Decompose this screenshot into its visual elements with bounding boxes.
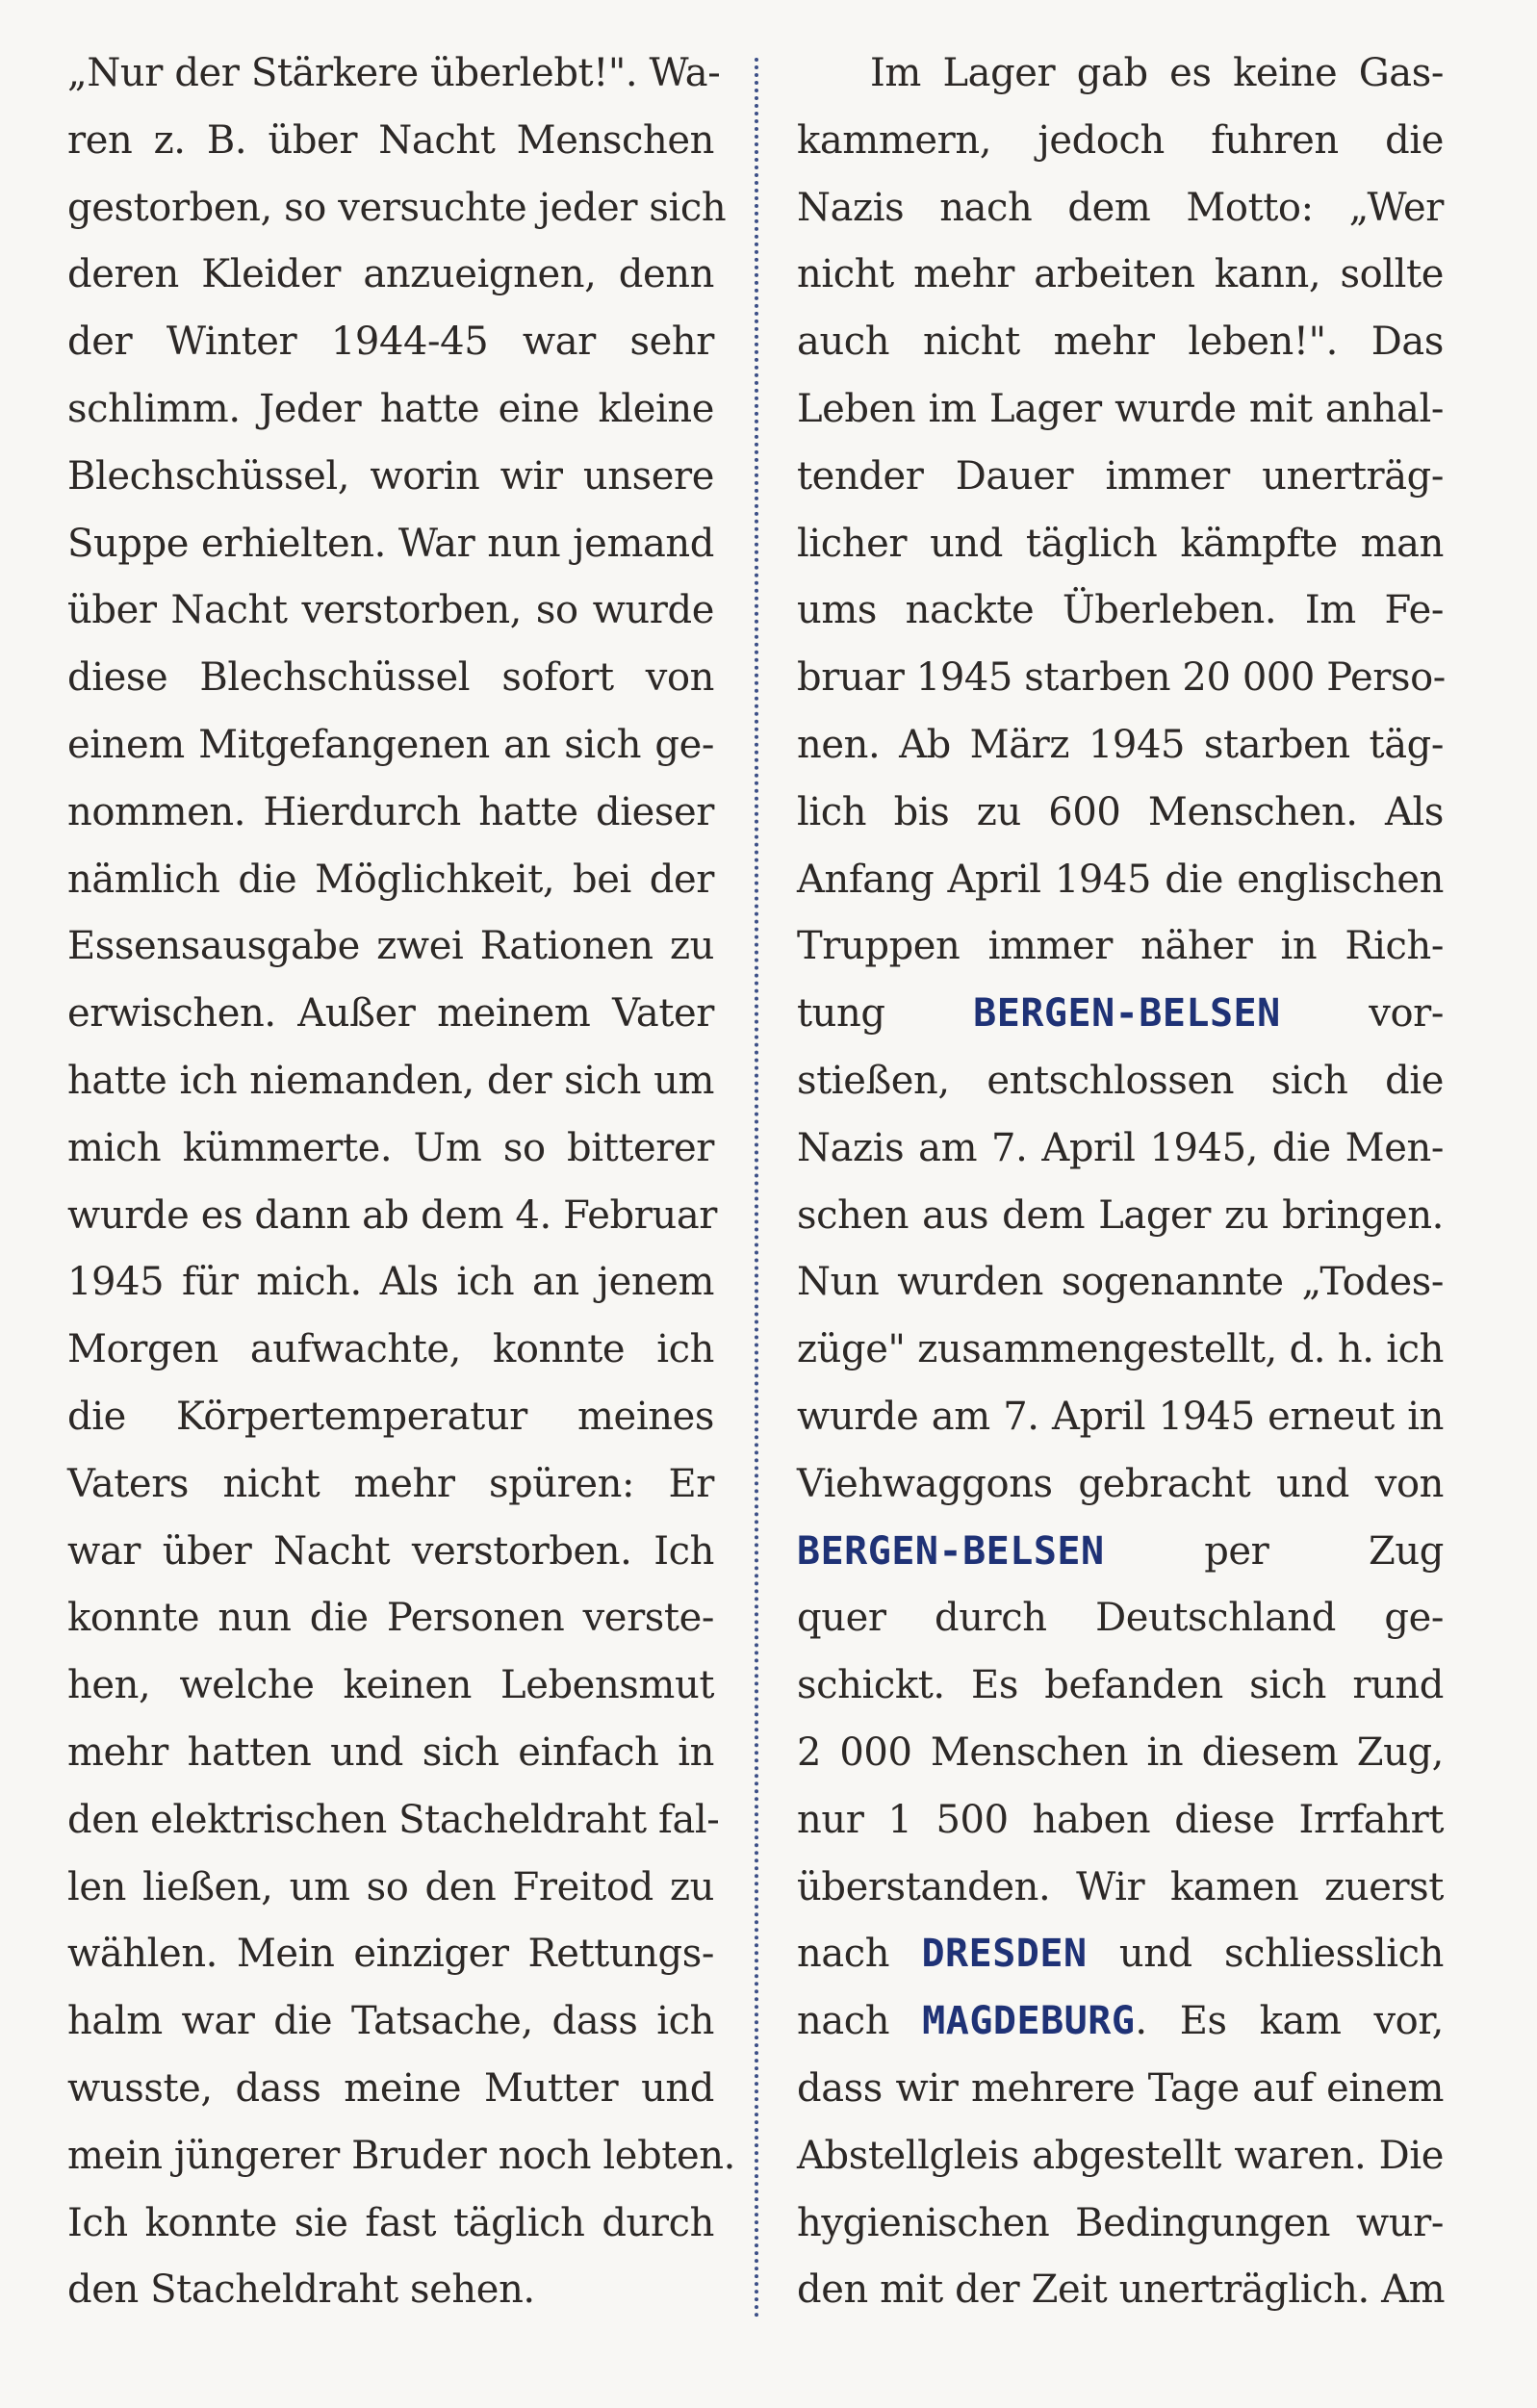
text-line bbox=[797, 1249, 1444, 1317]
text-line bbox=[67, 40, 721, 108]
line-text: stießen, entschlossen sich die bbox=[797, 1058, 1444, 1103]
text-line bbox=[797, 1519, 1444, 1586]
text-line bbox=[67, 511, 714, 578]
text-line bbox=[797, 1451, 1444, 1519]
line-text: den Stacheldraht sehen. bbox=[67, 2267, 535, 2313]
line-text: 2 000 Menschen in diesem Zug, bbox=[797, 1729, 1444, 1775]
text-line bbox=[67, 913, 714, 981]
place-name: MAGDEBURG bbox=[922, 1999, 1136, 2044]
text-line bbox=[797, 712, 1444, 780]
line-text: den elektrischen Stacheldraht fal- bbox=[67, 1797, 720, 1842]
text-line bbox=[67, 2257, 714, 2324]
line-text: len ließen, um so den Freitod zu bbox=[67, 1864, 714, 1909]
line-text: Nun wurden sogenannte „Todes- bbox=[797, 1260, 1444, 1305]
text-line bbox=[797, 981, 1444, 1048]
text-line bbox=[67, 1585, 714, 1652]
text-line bbox=[67, 1519, 714, 1586]
text-line bbox=[797, 1115, 1444, 1183]
line-text: nur 1 500 haben diese Irrfahrt bbox=[797, 1797, 1444, 1842]
text-line bbox=[797, 309, 1444, 376]
text-line bbox=[797, 175, 1444, 243]
line-text: einem Mitgefangenen an sich ge- bbox=[67, 722, 714, 767]
text-line bbox=[797, 1317, 1444, 1384]
text-line bbox=[67, 1317, 714, 1384]
line-text: wurde am 7. April 1945 erneut in bbox=[797, 1394, 1444, 1439]
text-line bbox=[797, 780, 1444, 847]
text-line bbox=[67, 1384, 714, 1451]
line-text: war über Nacht verstorben. Ich bbox=[67, 1528, 714, 1574]
line-text: mein jüngerer Bruder noch lebten. bbox=[67, 2133, 735, 2178]
line-text: „Nur der Stärkere überlebt!". Wa- bbox=[67, 51, 721, 95]
text-line bbox=[797, 511, 1444, 578]
text-line bbox=[67, 2123, 735, 2190]
line-text: züge" zusammengestellt, d. h. ich bbox=[797, 1327, 1444, 1372]
line-text: nicht mehr arbeiten kann, sollte bbox=[797, 252, 1444, 297]
line-text: hatte ich niemanden, der sich um bbox=[67, 1058, 714, 1103]
text-line bbox=[67, 1451, 714, 1519]
line-text: konnte nun die Personen verste- bbox=[67, 1596, 714, 1641]
text-line bbox=[797, 444, 1444, 511]
text-line bbox=[67, 1787, 720, 1855]
text-line bbox=[797, 645, 1444, 712]
line-text: ren z. B. über Nacht Menschen bbox=[67, 117, 714, 163]
line-text: Blechschüssel, worin wir unsere bbox=[67, 453, 714, 499]
text-line bbox=[67, 1988, 714, 2056]
text-line bbox=[797, 1652, 1444, 1720]
place-name: BERGEN-BELSEN bbox=[973, 991, 1281, 1037]
line-text: per Zug bbox=[1104, 1528, 1444, 1574]
line-text: ums nackte Überleben. Im Fe- bbox=[797, 588, 1444, 633]
line-text: hen, welche keinen Lebensmut bbox=[67, 1663, 714, 1708]
text-line bbox=[797, 1384, 1444, 1451]
line-text: auch nicht mehr leben!". Das bbox=[797, 320, 1444, 365]
text-line bbox=[67, 1183, 717, 1250]
line-text: nommen. Hierdurch hatte dieser bbox=[67, 789, 714, 834]
text-line bbox=[67, 1720, 714, 1787]
line-text: Leben im Lager wurde mit anhal- bbox=[797, 386, 1444, 431]
text-line bbox=[797, 1988, 1444, 2056]
text-line bbox=[67, 780, 714, 847]
line-text: Suppe erhielten. War nun jemand bbox=[67, 521, 714, 566]
line-text: nämlich die Möglichkeit, bei der bbox=[67, 857, 714, 902]
text-line bbox=[797, 1183, 1444, 1250]
text-line bbox=[67, 108, 714, 175]
place-name: BERGEN-BELSEN bbox=[797, 1528, 1105, 1574]
line-text: wusste, dass meine Mutter und bbox=[67, 2065, 714, 2111]
text-line bbox=[797, 2056, 1444, 2123]
line-text: Viehwaggons gebracht und von bbox=[797, 1461, 1444, 1506]
text-line bbox=[67, 1921, 714, 1988]
right-text-column bbox=[797, 40, 1444, 2324]
text-line bbox=[797, 108, 1444, 175]
text-line bbox=[67, 2190, 714, 2258]
line-text: Morgen aufwachte, konnte ich bbox=[67, 1327, 714, 1372]
line-text: quer durch Deutschland ge- bbox=[797, 1596, 1444, 1641]
text-line bbox=[797, 2190, 1444, 2258]
line-text: tung bbox=[797, 991, 974, 1037]
line-text: Truppen immer näher in Rich- bbox=[797, 924, 1444, 969]
text-line bbox=[797, 847, 1444, 914]
line-text: nach bbox=[797, 1932, 922, 1977]
line-text: bruar 1945 starben 20 000 Perso- bbox=[797, 655, 1446, 701]
line-text: 1945 für mich. Als ich an jenem bbox=[67, 1260, 714, 1305]
text-line bbox=[797, 40, 1444, 108]
text-line bbox=[797, 1787, 1444, 1855]
line-text: wählen. Mein einziger Rettungs- bbox=[67, 1932, 714, 1977]
column-divider bbox=[755, 58, 758, 2319]
text-line bbox=[797, 1921, 1444, 1988]
line-text: überstanden. Wir kamen zuerst bbox=[797, 1864, 1444, 1909]
text-line bbox=[67, 309, 714, 376]
line-text: vor- bbox=[1280, 991, 1444, 1037]
line-text: licher und täglich kämpfte man bbox=[797, 521, 1444, 566]
line-text: . Es kam vor, bbox=[1135, 1999, 1444, 2044]
line-text: Ich konnte sie fast täglich durch bbox=[67, 2200, 714, 2245]
text-line bbox=[797, 1720, 1444, 1787]
text-line bbox=[67, 376, 714, 444]
line-text: schickt. Es befanden sich rund bbox=[797, 1663, 1444, 1708]
line-text: tender Dauer immer unerträg- bbox=[797, 453, 1444, 499]
line-text: wurde es dann ab dem 4. Februar bbox=[67, 1192, 717, 1238]
text-line bbox=[67, 2056, 714, 2123]
line-text: Anfang April 1945 die englischen bbox=[797, 857, 1444, 902]
line-text: nen. Ab März 1945 starben täg- bbox=[797, 722, 1444, 767]
text-line bbox=[797, 913, 1444, 981]
text-line bbox=[797, 1585, 1444, 1652]
text-line bbox=[67, 645, 714, 712]
text-line bbox=[67, 847, 714, 914]
text-line bbox=[67, 1115, 714, 1183]
line-text: Essensausgabe zwei Rationen zu bbox=[67, 924, 714, 969]
line-text: hygienischen Bedingungen wur- bbox=[797, 2200, 1444, 2245]
text-line bbox=[797, 577, 1444, 645]
line-text: nach bbox=[797, 1999, 923, 2044]
text-line bbox=[67, 1855, 714, 1922]
line-text: schen aus dem Lager zu bringen. bbox=[797, 1192, 1444, 1238]
line-text: lich bis zu 600 Menschen. Als bbox=[797, 789, 1444, 834]
place-name: DRESDEN bbox=[921, 1932, 1088, 1977]
line-text: der Winter 1944-45 war sehr bbox=[67, 320, 714, 365]
line-text: deren Kleider anzueignen, denn bbox=[67, 252, 714, 297]
text-line bbox=[67, 444, 714, 511]
line-text: dass wir mehrere Tage auf einem bbox=[797, 2065, 1444, 2111]
text-line bbox=[67, 1048, 714, 1115]
line-text: diese Blechschüssel sofort von bbox=[67, 655, 714, 701]
line-text: und schliesslich bbox=[1087, 1932, 1444, 1977]
line-text: halm war die Tatsache, dass ich bbox=[67, 1999, 714, 2044]
line-text: Vaters nicht mehr spüren: Er bbox=[67, 1461, 714, 1506]
text-line bbox=[797, 1048, 1444, 1115]
text-line bbox=[67, 981, 714, 1048]
line-text: Abstellgleis abgestellt waren. Die bbox=[797, 2133, 1444, 2178]
line-text: über Nacht verstorben, so wurde bbox=[67, 588, 714, 633]
line-text: kammern, jedoch fuhren die bbox=[797, 117, 1444, 163]
text-line bbox=[67, 242, 714, 309]
text-line bbox=[67, 175, 727, 243]
text-line bbox=[797, 1855, 1444, 1922]
text-line bbox=[797, 2123, 1444, 2190]
line-text: erwischen. Außer meinem Vater bbox=[67, 991, 714, 1037]
text-line bbox=[797, 242, 1444, 309]
line-text: Im Lager gab es keine Gas- bbox=[870, 51, 1444, 95]
line-text: gestorben, so versuchte jeder sich bbox=[67, 185, 727, 230]
text-line bbox=[797, 376, 1444, 444]
text-line bbox=[67, 712, 714, 780]
text-line bbox=[797, 2257, 1444, 2324]
text-line bbox=[67, 577, 714, 645]
left-text-column bbox=[67, 40, 735, 2324]
line-text: mehr hatten und sich einfach in bbox=[67, 1729, 714, 1775]
line-text: Nazis nach dem Motto: „Wer bbox=[797, 185, 1444, 230]
line-text: schlimm. Jeder hatte eine kleine bbox=[67, 386, 714, 431]
line-text: Nazis am 7. April 1945, die Men- bbox=[797, 1125, 1444, 1170]
line-text: den mit der Zeit unerträglich. Am bbox=[797, 2267, 1446, 2313]
text-line bbox=[67, 1652, 714, 1720]
line-text: mich kümmerte. Um so bitterer bbox=[67, 1125, 714, 1170]
text-line bbox=[67, 1249, 714, 1317]
line-text: die Körpertemperatur meines bbox=[67, 1394, 714, 1439]
